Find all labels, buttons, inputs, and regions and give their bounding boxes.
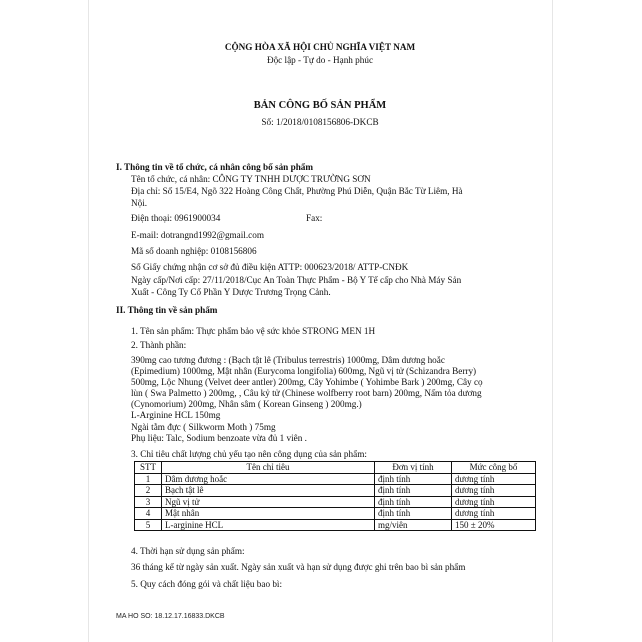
address-line-1: Địa chỉ: Số 15/E4, Ngõ 322 Hoàng Công Chất, Phường Phú Diễn, Quận Bắc Từ Liêm, Hà	[131, 186, 463, 196]
quality-criteria-table	[134, 461, 536, 531]
table-cell: 2	[135, 485, 162, 497]
table-row	[135, 508, 536, 520]
product-name: 1. Tên sản phẩm: Thực phẩm bảo vệ sức khỏe STRONG MEN 1H	[131, 326, 376, 336]
table-cell: định tính	[375, 473, 452, 485]
national-motto: Độc lập - Tự do - Hạnh phúc	[266, 55, 374, 65]
table-row	[135, 473, 536, 485]
composition-line: 390mg cao tương đương : (Bạch tật lê (Tribulus terrestris) 1000mg, Dâm dương hoắc	[131, 355, 445, 365]
country-header: CỘNG HÒA XÃ HỘI CHỦ NGHĨA VIỆT NAM	[224, 42, 416, 52]
table-cell: L-arginine HCL	[162, 519, 375, 531]
table-cell: Ngũ vị tử	[162, 496, 375, 508]
table-header: Mức công bố	[452, 462, 536, 474]
section-2-heading: II. Thông tin về sản phẩm	[116, 305, 218, 315]
composition-line: Ngài tằm đực ( Silkworm Moth ) 75mg	[131, 422, 276, 432]
composition-line: 500mg, Lộc Nhung (Velvet deer antler) 200mg, Cây Yohimbe ( Yohimbe Bark ) 200mg, Cây cọ	[131, 377, 483, 387]
composition-line: L-Arginine HCL 150mg	[131, 410, 221, 420]
table-cell: dương tính	[452, 508, 536, 520]
document-number: Số: 1/2018/0108156806-DKCB	[261, 117, 379, 127]
composition-label: 2. Thành phần:	[131, 340, 187, 350]
page-right-edge	[552, 0, 553, 642]
document-page	[90, 0, 550, 642]
table-header-row	[135, 462, 536, 474]
table-row	[135, 496, 536, 508]
quality-criteria-label: 3. Chỉ tiêu chất lượng chủ yếu tạo nên công dụng của sản phẩm:	[131, 449, 367, 459]
table-cell: Dâm dương hoắc	[162, 473, 375, 485]
dossier-code-footer: MA HO SO: 18.12.17.16833.DKCB	[116, 613, 225, 620]
table-header: Tên chỉ tiêu	[162, 462, 375, 474]
table-cell: 150 ± 20%	[452, 519, 536, 531]
table-row	[135, 519, 536, 531]
table-cell: 3	[135, 496, 162, 508]
section-1-heading: I. Thông tin về tổ chức, cá nhân công bố sản phẩm	[116, 162, 314, 172]
table-cell: Bạch tật lê	[162, 485, 375, 497]
document-title: BẢN CÔNG BỐ SẢN PHẨM	[253, 100, 387, 111]
table-header: STT	[135, 462, 162, 474]
tax-code: Mã số doanh nghiệp: 0108156806	[131, 246, 257, 256]
issued-line-1: Ngày cấp/Nơi cấp: 27/11/2018/Cục An Toàn Thực Phẩm - Bộ Y Tế cấp cho Nhà Máy Sản	[131, 275, 462, 285]
table-cell: Mật nhân	[162, 508, 375, 520]
address-line-2: Nội.	[131, 198, 148, 208]
table-cell: dương tính	[452, 496, 536, 508]
table-cell: mg/viên	[375, 519, 452, 531]
table-cell: 5	[135, 519, 162, 531]
table-cell: định tính	[375, 496, 452, 508]
table-cell: dương tính	[452, 485, 536, 497]
table-cell: 1	[135, 473, 162, 485]
fax: Fax:	[306, 213, 323, 223]
composition-line: Phụ liệu: Talc, Sodium benzoate vừa đủ 1 viên .	[131, 433, 307, 443]
composition-line: (Epimedium) 1000mg, Mật nhân (Eurycoma longifolia) 600mg, Ngũ vị tử (Schizandra Berry)	[131, 366, 477, 376]
shelf-life-text: 36 tháng kể từ ngày sản xuất. Ngày sản xuất và hạn sử dụng được ghi trên bao bì sản phẩm	[131, 562, 466, 572]
phone: Điện thoại: 0961900034	[131, 213, 221, 223]
table-cell: định tính	[375, 485, 452, 497]
issued-line-2: Xuất - Công Ty Cổ Phần Y Dược Trương Trọng Cảnh.	[131, 287, 331, 297]
table-cell: 4	[135, 508, 162, 520]
composition-line: lùn ( Swa Palmetto ) 200mg, , Câu kỷ tử (Chinese wolfberry root barn) 200mg, Nấm tỏa dương	[131, 388, 482, 398]
page-left-edge	[88, 0, 89, 642]
email: E-mail: dotrangnd1992@gmail.com	[131, 230, 264, 240]
packaging-label: 5. Quy cách đóng gói và chất liệu bao bì:	[131, 579, 283, 589]
organization-name: Tên tổ chức, cá nhân: CÔNG TY TNHH DƯỢC TRƯỜNG SƠN	[131, 174, 371, 184]
table-cell: dương tính	[452, 473, 536, 485]
table-cell: định tính	[375, 508, 452, 520]
table-header: Đơn vị tính	[375, 462, 452, 474]
food-safety-certificate: Số Giấy chứng nhận cơ sở đủ điều kiện ATTP: 000623/2018/ ATTP-CNĐK	[131, 262, 409, 272]
table-row	[135, 485, 536, 497]
composition-line: (Cynomorium) 200mg, Nhân sâm ( Korean Ginseng ) 200mg.)	[131, 399, 362, 409]
shelf-life-label: 4. Thời hạn sử dụng sản phẩm:	[131, 546, 245, 556]
